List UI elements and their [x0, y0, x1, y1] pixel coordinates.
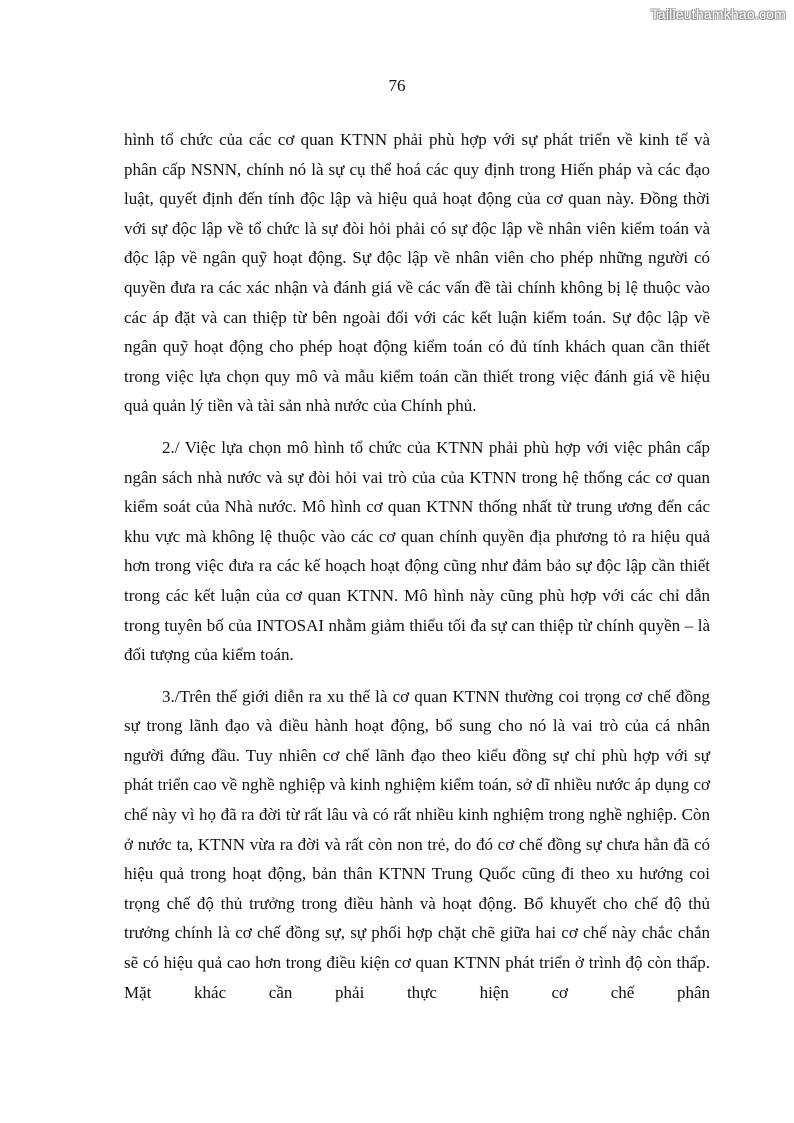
page-number: 76 [388, 76, 406, 95]
paragraph-continued: hình tổ chức của các cơ quan KTNN phải phù hợp với sự phát triển về kinh tế và phân cấp NSNN, chính nó là sự cụ thể hoá các quy định trong Hiến pháp và các đạo luật, quyết định đến tính độc lập và hiệu quả hoạt động của cơ quan này. Đồng thời với sự độc lập về tổ chức là sự đòi hỏi phải có sự độc lập về nhân viên kiểm toán và độc lập về ngân quỹ hoạt động. Sự độc lập về nhân viên cho phép những người có quyền đưa ra các xác nhận và đánh giá về các vấn đề tài chính không bị lệ thuộc vào các áp đặt và can thiệp từ bên ngoài đối với các kết luận kiểm toán. Sự độc lập về ngân quỹ hoạt động cho phép hoạt động kiểm toán có đủ tính khách quan cần thiết trong việc lựa chọn quy mô và mẫu kiểm toán cần thiết trong việc đánh giá về hiệu quả quản lý tiền và tài sản nhà nước của Chính phủ. [124, 130, 710, 416]
document-body [124, 125, 710, 1007]
watermark-text: Tailieuthamkhao.com [650, 6, 786, 22]
paragraph-point-3: 3./Trên thế giới diễn ra xu thế là cơ quan KTNN thường coi trọng cơ chế đồng sự trong lãnh đạo và điều hành hoạt động, bổ sung cho nó là vai trò của cá nhân người đứng đầu. Tuy nhiên cơ chế lãnh đạo theo kiểu đồng sự chỉ phù hợp với sự phát triển cao về nghề nghiệp và kinh nghiệm kiểm toán, sở dĩ nhiều nước áp dụng cơ chế này vì họ đã ra đời từ rất lâu và có rất nhiều kinh nghiệm trong nghề nghiệp. Còn ở nước ta, KTNN vừa ra đời và rất còn non trẻ, do đó cơ chế đồng sự chưa hẳn đã có hiệu quả trong hoạt động, bản thân KTNN Trung Quốc cũng đi theo xu hướng coi trọng chế độ thủ trưởng trong điều hành và hoạt động. Bổ khuyết cho chế độ thủ trưởng chính là cơ chế đồng sự, sự phối hợp chặt chẽ giữa hai cơ chế này chắc chắn sẽ có hiệu quả cao hơn trong điều kiện cơ quan KTNN phát triển ở trình độ còn thấp. Mặt khác cần phải thực hiện cơ chế phân [124, 686, 710, 1002]
paragraph-point-2: 2./ Việc lựa chọn mô hình tổ chức của KTNN phải phù hợp với việc phân cấp ngân sách nhà nước và sự đòi hỏi vai trò của của KTNN trong hệ thống các cơ quan kiểm soát của Nhà nước. Mô hình cơ quan KTNN thống nhất từ trung ương đến các khu vực mà không lệ thuộc vào các cơ quan chính quyền địa phương tỏ ra hiệu quả hơn trong việc đưa ra các kế hoạch hoạt động cũng như đảm bảo sự độc lập cần thiết trong các kết luận của cơ quan KTNN. Mô hình này cũng phù hợp với các chỉ dẫn trong tuyên bố của INTOSAI nhằm giảm thiểu tối đa sự can thiệp từ chính quyền – là đối tượng của kiểm toán. [124, 437, 710, 665]
